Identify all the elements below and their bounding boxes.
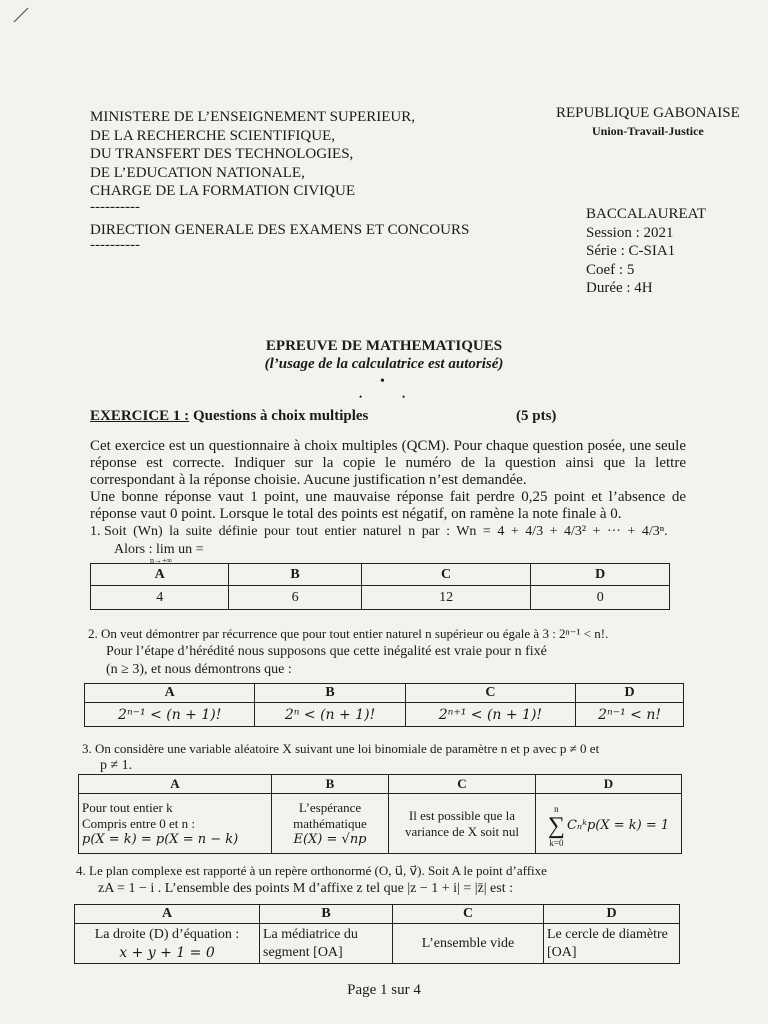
direction-line: DIRECTION GENERALE DES EXAMENS ET CONCOURS bbox=[90, 221, 470, 238]
question-text: On considère une variable aléatoire X suivant une loi binomiale de paramètre n et p avec p ≠ 0 et bbox=[95, 741, 600, 756]
ministry-header bbox=[90, 108, 469, 251]
exercise-label: EXERCICE 1 : bbox=[90, 408, 190, 424]
question-number: 3. bbox=[82, 741, 92, 756]
answer-header: A bbox=[75, 905, 260, 924]
answer-line: variance de X soit nul bbox=[404, 823, 520, 839]
ministry-line: CHARGE DE LA FORMATION CIVIQUE bbox=[90, 183, 355, 199]
answer-line: mathématique bbox=[293, 815, 367, 831]
question-text: Soit (Wn) la suite définie pour tout entier naturel n par : Wn = 4 + 4/3 + 4/3² + ··· + 4/3ⁿ. bbox=[104, 524, 668, 539]
question-number: 2. bbox=[88, 626, 98, 641]
answer-cell: 2ⁿ⁺¹ < (n + 1)! bbox=[405, 703, 575, 727]
answer-line: L’espérance bbox=[298, 799, 362, 815]
exercise-points: (5 pts) bbox=[516, 408, 557, 424]
answer-header: B bbox=[229, 564, 361, 586]
answer-cell: 2ⁿ < (n + 1)! bbox=[255, 703, 405, 727]
answer-cell: 0 bbox=[531, 586, 670, 610]
answer-line: p(X = k) = p(X = n − k) bbox=[82, 831, 239, 847]
answer-header: A bbox=[91, 564, 229, 586]
answer-line: Pour tout entier k bbox=[82, 799, 173, 815]
answer-header: A bbox=[79, 775, 272, 794]
exam-name: BACCALAUREAT bbox=[586, 206, 707, 222]
answer-cell bbox=[389, 794, 536, 854]
answer-header: D bbox=[576, 684, 684, 703]
ministry-line: DU TRANSFERT DES TECHNOLOGIES, bbox=[90, 146, 354, 162]
answer-line: segment [OA] bbox=[263, 944, 343, 960]
question-text: Alors : lim un = bbox=[114, 542, 204, 557]
answer-line: Le cercle de diamètre bbox=[547, 926, 668, 942]
answer-header: B bbox=[272, 775, 389, 794]
answers-table-q1 bbox=[90, 563, 670, 610]
answer-line: Il est possible que la bbox=[408, 807, 516, 823]
pen-mark bbox=[12, 6, 30, 24]
answer-line: E(X) = √np bbox=[293, 831, 367, 847]
title-sub: (l’usage de la calculatrice est autorisé) bbox=[264, 356, 504, 372]
answer-cell bbox=[75, 924, 260, 964]
question-4-line2: zA = 1 − i . L’ensemble des points M d’affixe z tel que |z − 1 + i| = |z̄| est : bbox=[98, 881, 513, 896]
country-name: REPUBLIQUE GABONAISE bbox=[556, 105, 740, 121]
limit-subscript: n→+∞ bbox=[150, 556, 173, 565]
question-number: 1. bbox=[90, 524, 101, 539]
separator: ---------- bbox=[90, 237, 140, 253]
sum-upper-bound: n bbox=[554, 803, 559, 814]
answer-header: C bbox=[389, 775, 536, 794]
answer-cell: 2ⁿ⁻¹ < n! bbox=[576, 703, 684, 727]
dot-mark: • bbox=[359, 392, 363, 402]
answer-cell bbox=[544, 924, 680, 964]
answer-cell bbox=[536, 794, 682, 854]
sum-expression: Cₙᵏp(X = k) = 1 bbox=[566, 818, 670, 833]
exam-coef: Coef : 5 bbox=[586, 261, 635, 278]
question-2-line2: Pour l’étape d’hérédité nous supposons que cette inégalité est vraie pour n fixé bbox=[106, 644, 547, 659]
question-4 bbox=[76, 862, 696, 879]
answers-table-q4 bbox=[74, 904, 680, 964]
question-3 bbox=[82, 740, 698, 757]
answer-header: D bbox=[531, 564, 670, 586]
exam-session: Session : 2021 bbox=[586, 224, 674, 241]
question-2-line3: (n ≥ 3), et nous démontrons que : bbox=[106, 662, 292, 677]
sum-lower-bound: k=0 bbox=[549, 837, 564, 848]
answer-header: B bbox=[260, 905, 393, 924]
answer-cell bbox=[272, 794, 389, 854]
country-header bbox=[556, 104, 740, 140]
exam-title bbox=[0, 337, 768, 373]
answers-table-q3 bbox=[78, 774, 682, 854]
exercise-instructions bbox=[90, 438, 686, 523]
ministry-line: MINISTERE DE L’ENSEIGNEMENT SUPERIEUR, bbox=[90, 109, 415, 125]
page-number: Page 1 sur 4 bbox=[347, 982, 421, 998]
exam-duration: Durée : 4H bbox=[586, 280, 653, 296]
exercise-name: Questions à choix multiples bbox=[192, 408, 369, 424]
exam-info bbox=[586, 205, 706, 298]
answer-header: D bbox=[536, 775, 682, 794]
dot-mark: • bbox=[380, 374, 385, 389]
question-2 bbox=[88, 625, 698, 642]
ministry-line: DE L’EDUCATION NATIONALE, bbox=[90, 164, 305, 181]
answer-header: A bbox=[85, 684, 255, 703]
sum-symbol: ∑ bbox=[547, 812, 565, 839]
answer-header: C bbox=[405, 684, 575, 703]
question-number: 4. bbox=[76, 863, 86, 878]
answer-cell: 4 bbox=[91, 586, 229, 610]
answer-cell bbox=[79, 794, 272, 854]
answer-cell: 6 bbox=[229, 586, 361, 610]
country-motto: Union-Travail-Justice bbox=[591, 124, 704, 138]
answer-line: La médiatrice du bbox=[263, 926, 358, 942]
answer-cell: 2ⁿ⁻¹ < (n + 1)! bbox=[85, 703, 255, 727]
separator: ---------- bbox=[90, 198, 140, 215]
exam-serie: Série : C-SIA1 bbox=[586, 243, 676, 259]
exercise-title bbox=[90, 408, 368, 425]
answer-cell: L’ensemble vide bbox=[393, 924, 544, 964]
answer-cell bbox=[260, 924, 393, 964]
answer-header: C bbox=[393, 905, 544, 924]
question-text: On veut démontrer par récurrence que pour tout entier naturel n supérieur ou égale à 3 : 2ⁿ⁻¹ < n!. bbox=[101, 626, 609, 641]
answer-cell: 12 bbox=[361, 586, 531, 610]
answer-header: D bbox=[544, 905, 680, 924]
answer-line: x + y + 1 = 0 bbox=[119, 944, 215, 961]
dot-mark: • bbox=[402, 392, 406, 402]
answer-line: La droite (D) d’équation : bbox=[94, 926, 240, 942]
question-3-line2: p ≠ 1. bbox=[100, 758, 133, 773]
answer-line: Compris entre 0 et n : bbox=[82, 815, 196, 831]
answers-table-q2 bbox=[84, 683, 684, 727]
question-1 bbox=[90, 523, 690, 540]
ministry-line: DE LA RECHERCHE SCIENTIFIQUE, bbox=[90, 127, 335, 144]
intro-text: Cet exercice est un questionnaire à choix multiples (QCM). Pour chaque question posée, une seule réponse est correcte. Indiquer sur la copie le numéro de la question ainsi que la lettre correspondant à la réponse choisie. Aucune justification n’est demandée. bbox=[90, 438, 686, 488]
question-text: Le plan complexe est rapporté à un repère orthonormé (O, u⃗, v⃗). Soit A le point d’affixe bbox=[89, 863, 547, 878]
title-main: EPREUVE DE MATHEMATIQUES bbox=[265, 338, 503, 354]
answer-header: B bbox=[255, 684, 405, 703]
answer-header: C bbox=[361, 564, 531, 586]
scoring-text: Une bonne réponse vaut 1 point, une mauvaise réponse fait perdre 0,25 point et l’absence de réponse vaut 0 point. Lorsque le total des points est négatif, on ramène la note finale à 0. bbox=[90, 489, 686, 522]
answer-line: [OA] bbox=[547, 944, 577, 960]
